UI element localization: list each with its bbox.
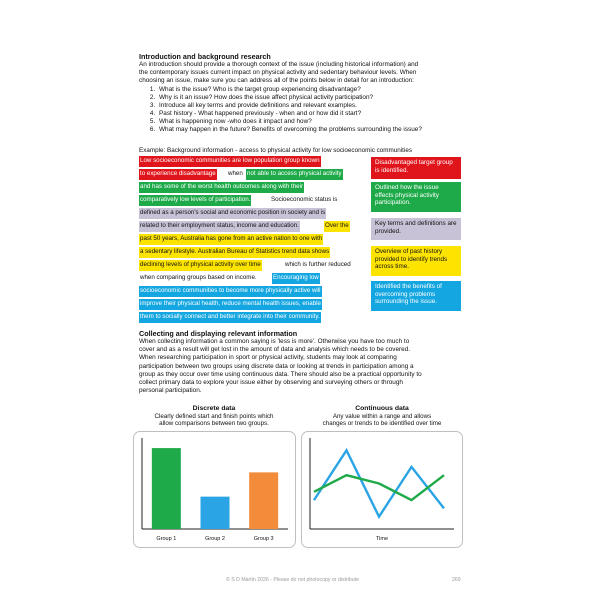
- collecting-line: collect primary data to explore your issue either by observing and surveying others or through: [139, 379, 403, 387]
- intro-line: choosing an issue, make sure you can address all of the points below in detail for an introduction:: [139, 77, 414, 85]
- bar-group-2: [201, 497, 230, 529]
- legend-box-yellow: Overview of past history provided to identify trends across time.: [371, 246, 461, 276]
- collecting-line: personal participation.: [139, 387, 202, 395]
- highlight-red: Low socioeconomic communities are low population group known: [139, 156, 321, 167]
- intro-list: [139, 86, 487, 134]
- highlight-grey: related to their employment status, income and education.: [139, 221, 300, 232]
- intro-line: the contemporary issues current impact on physical activity and sedentary behaviour levels. When: [139, 69, 417, 77]
- subtitle-line: allow comparisons between two groups.: [159, 420, 269, 428]
- highlight-green: comparatively low levels of participation.: [139, 195, 251, 206]
- series-green: [314, 475, 444, 500]
- intro-list-item: 5. What is happening now -who does it impact and how?: [157, 118, 487, 126]
- tick-label: Group 3: [253, 536, 274, 542]
- plain-text: Socioeconomic status is: [271, 196, 338, 203]
- bar-group-3: [249, 472, 278, 529]
- footer-copyright: © S D Martin 2026 - Please do not photocopy or distribute: [226, 577, 360, 583]
- highlight-yellow: a sedentary lifestyle. Australian Bureau of Statistics trend data shows: [139, 247, 330, 258]
- intro-list-item: 6. What may happen in the future? Benefits of overcoming the problems surrounding the issue?: [157, 126, 487, 134]
- collecting-line: When collecting information a common saying is 'less is more'. Otherwise you have too much to: [139, 338, 410, 345]
- discrete-chart-title: Discrete data: [192, 405, 236, 412]
- tick-label: Group 2: [205, 536, 225, 542]
- legend-box-blue: Identified the benefits of overcoming problems surrounding the issue.: [371, 281, 461, 311]
- line-chart: [302, 432, 462, 547]
- plain-text: when comparing groups based on income.: [140, 274, 257, 281]
- bar-chart: [134, 432, 295, 547]
- intro-list-item: 3. Introduce all key terms and provide definitions and relevant examples.: [157, 102, 487, 110]
- discrete-chart-subtitle: [134, 413, 294, 428]
- x-axis-label: Time: [375, 536, 389, 542]
- page-number: 269: [452, 577, 461, 583]
- plain-text: which is further reduced: [285, 261, 351, 268]
- bar-group-1: [152, 448, 181, 529]
- intro-line: An introduction should provide a thorough context of the issue (including historical information) and: [139, 61, 419, 68]
- collecting-paragraph: [139, 338, 474, 395]
- highlight-blue: Encouraging low: [272, 273, 320, 284]
- highlight-yellow: Over the: [324, 221, 350, 232]
- intro-list-item: 4. Past history - What happened previously - when and or how did it start?: [157, 110, 487, 118]
- continuous-chart-title: Continuous data: [355, 405, 409, 412]
- collecting-line: When researching participation in sport or physical activity, students may look at comparing: [139, 354, 397, 362]
- legend-box-red: Disadvantaged target group is identified.: [371, 157, 461, 179]
- highlight-yellow: past 50 years, Australia has gone from an active nation to one with: [139, 234, 323, 245]
- legend-box-green: Outlined how the issue effects physical activity participation.: [371, 182, 461, 212]
- example-caption: Example: Background information - access to physical activity for low socioeconomic communities: [139, 147, 412, 154]
- legend-box-grey: Key terms and definitions are provided.: [371, 218, 461, 240]
- collecting-heading: Collecting and displaying relevant information: [139, 329, 298, 338]
- intro-list-item: 2. Why is it an issue? How does the issue affect physical activity participation?: [157, 94, 487, 102]
- highlight-red: to experience disadvantage: [139, 169, 217, 180]
- highlight-grey: defined as a person's social and economic position in society and is: [139, 208, 326, 219]
- collecting-line: group as they occur over time using continuous data. There should also be a practical opportunity to: [139, 370, 422, 378]
- highlight-blue: socioeconomic communities to become more physically active will: [139, 286, 322, 297]
- collecting-line: cover and as a result will get lost in the amount of data and analysis which needs to be covered.: [139, 346, 411, 354]
- intro-paragraph: [139, 61, 469, 86]
- tick-label: Group 1: [156, 536, 177, 542]
- discrete-chart-panel: [133, 431, 296, 548]
- plain-text: when: [228, 170, 243, 177]
- subtitle-line: Clearly defined start and finish points which: [154, 413, 274, 420]
- intro-list-item: 1. What is the issue? Who is the target group experiencing disadvantage?: [157, 86, 487, 94]
- continuous-chart-panel: [301, 431, 463, 548]
- subtitle-line: Any value within a range and allows: [332, 413, 432, 420]
- collecting-line: participation between two groups using discrete data or looking at trends in participation among a: [139, 362, 414, 370]
- highlight-blue: them to socially connect and better integrate into their community.: [139, 312, 321, 323]
- highlight-green: not able to access physical activity: [246, 169, 343, 180]
- continuous-chart-subtitle: [302, 413, 462, 428]
- highlight-green: and has some of the worst health outcomes along with their: [139, 182, 304, 193]
- highlight-blue: improve their physical health, reduce mental health issues, enable: [139, 299, 322, 310]
- intro-heading: Introduction and background research: [139, 52, 271, 61]
- subtitle-line: changes or trends to be identified over time: [322, 420, 442, 428]
- highlight-yellow: declining levels of physical activity over time: [139, 260, 262, 271]
